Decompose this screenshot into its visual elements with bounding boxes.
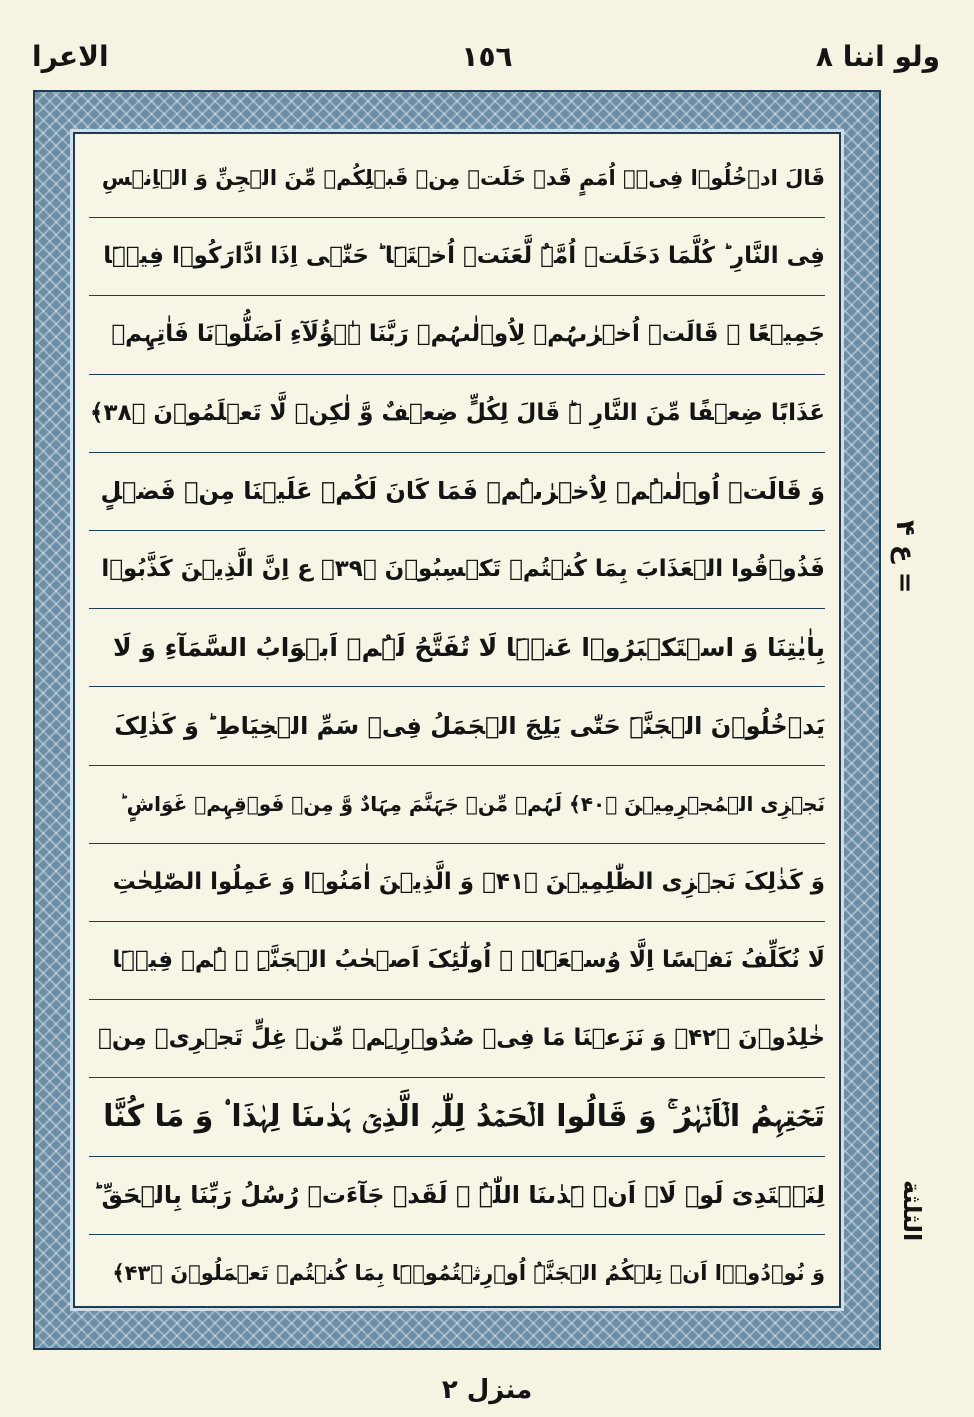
verse-line: بِاٰیٰتِنَا وَ اسۡتَکۡبَرُوۡا عَنۡہَا لَا تُفَتَّحُ لَہُمۡ اَبۡوَابُ السَّمَآءِ وَ لَا — [89, 609, 825, 687]
verse-line: وَ کَذٰلِکَ نَجۡزِی الظّٰلِمِیۡنَ ﴿۴۱﴾ وَ الَّذِیۡنَ اٰمَنُوۡا وَ عَمِلُوا الصّٰلِحٰتِ — [89, 844, 825, 922]
verse-line: جَمِیۡعًا ۙ قَالَتۡ اُخۡرٰىہُمۡ لِاُوۡلٰىہُمۡ رَبَّنَا ہٰۤؤُلَآءِ اَضَلُّوۡنَا فَاٰتِہِمۡ — [89, 296, 825, 374]
verse-line: فَذُوۡقُوا الۡعَذَابَ بِمَا کُنۡتُمۡ تَکۡسِبُوۡنَ ﴿۳۹﴾ ع اِنَّ الَّذِیۡنَ کَذَّبُوۡا — [89, 531, 825, 609]
verse-line: لِنَہۡتَدِیَ لَوۡ لَاۤ اَنۡ ہَدٰىنَا اللّٰہُ ۚ لَقَدۡ جَآءَتۡ رُسُلُ رَبِّنَا بِالۡحَقِّ ؕ — [89, 1157, 825, 1235]
page-number: ١٥٦ — [461, 40, 513, 73]
verse-lines — [75, 134, 839, 1306]
margin-note: الثلثة — [898, 1180, 926, 1242]
ornamental-border — [33, 90, 881, 1350]
verse-line: خٰلِدُوۡنَ ﴿۴۲﴾ وَ نَزَعۡنَا مَا فِیۡ صُدُوۡرِہِمۡ مِّنۡ غِلٍّ تَجۡرِیۡ مِنۡ — [89, 1000, 825, 1078]
ruku-mark: ع ۴ = — [890, 520, 920, 594]
juz-name: ولو اننا ٨ — [815, 40, 940, 73]
verse-line: تَحۡتِہِمُ الۡاَنۡہٰرُ ۚ وَ قَالُوا الۡحَمۡدُ لِلّٰہِ الَّذِیۡ ہَدٰىنَا لِہٰذَا ۟ وَ مَا کُنَّا — [89, 1078, 825, 1156]
surah-name: الاعرا — [32, 40, 109, 73]
verse-line: قَالَ ادۡخُلُوۡا فِیۡۤ اُمَمٍ قَدۡ خَلَتۡ مِنۡ قَبۡلِکُمۡ مِّنَ الۡجِنِّ وَ الۡاِنۡسِ — [89, 140, 825, 218]
verse-line: عَذَابًا ضِعۡفًا مِّنَ النَّارِ ۬ؕ قَالَ لِکُلٍّ ضِعۡفٌ وَّ لٰکِنۡ لَّا تَعۡلَمُوۡنَ ﴿۳۸﴾ — [89, 375, 825, 453]
verse-line: وَ نُوۡدُوۡۤا اَنۡ تِلۡکُمُ الۡجَنَّۃُ اُوۡرِثۡتُمُوۡہَا بِمَا کُنۡتُمۡ تَعۡمَلُوۡنَ ﴿۴۳﴾ — [112, 1261, 825, 1286]
verse-line: وَ قَالَتۡ اُوۡلٰىہُمۡ لِاُخۡرٰىہُمۡ فَمَا کَانَ لَکُمۡ عَلَیۡنَا مِنۡ فَضۡلٍ — [89, 453, 825, 531]
text-panel — [73, 132, 841, 1308]
verse-line: نَجۡزِی الۡمُجۡرِمِیۡنَ ﴿۴۰﴾ لَہُمۡ مِّنۡ جَہَنَّمَ مِہَادٌ وَّ مِنۡ فَوۡقِہِمۡ غَوَاشٍ ؕ — [89, 766, 825, 844]
verse-line: لَا نُکَلِّفُ نَفۡسًا اِلَّا وُسۡعَہَاۤ ۫ اُولٰٓئِکَ اَصۡحٰبُ الۡجَنَّۃِ ۚ ہُمۡ فِیۡہَا — [89, 922, 825, 1000]
manzil-label: منزل ٢ — [441, 1375, 533, 1405]
verse-line: فِی النَّارِ ؕ کُلَّمَا دَخَلَتۡ اُمَّۃٌ لَّعَنَتۡ اُخۡتَہَا ؕ حَتّٰۤی اِذَا ادَّارَکُوۡا فِیۡہَا — [89, 218, 825, 296]
verse-line: یَدۡخُلُوۡنَ الۡجَنَّۃَ حَتّٰی یَلِجَ الۡجَمَلُ فِیۡ سَمِّ الۡخِیَاطِ ؕ وَ کَذٰلِکَ — [89, 687, 825, 765]
